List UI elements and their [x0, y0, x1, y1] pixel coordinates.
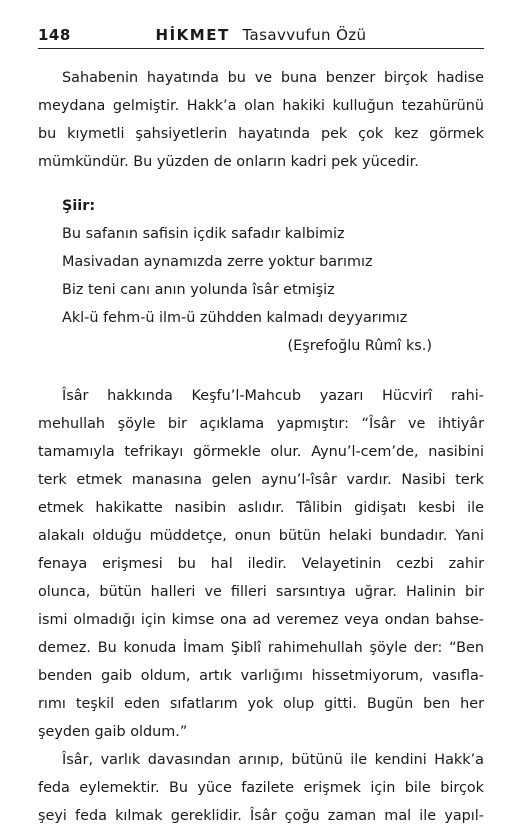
text-line: Îsâr, varlık davasından arınıp, bütünü ile kendini Hakk’a [62, 752, 484, 768]
text-line: mehullah şöyle bir açıklama yapmıştır: “Îsâr ve ihtiyâr [38, 416, 484, 432]
text-line: fenaya erişmesi bu hal iledir. Velayetinin cezbi zahir [38, 556, 484, 572]
poem-block [62, 192, 484, 360]
text-line: olunca, bütün halleri ve filleri sarsıntıya uğrar. Halinin bir [38, 584, 484, 600]
text-line: benden gaib oldum, artık varlığımı hissetmiyorum, vasıfla- [38, 668, 484, 684]
text-line: mümkündür. Bu yüzden de onların kadri pek yücedir. [38, 154, 419, 170]
paragraph-2 [38, 382, 484, 746]
text-line: terk etmek manasına gelen aynu’l-îsâr vardır. Nasibi terk [38, 472, 484, 488]
text-line: rımı teşkil eden sıfatlarım yok olup gitti. Bugün ben her [38, 696, 484, 712]
poem-attribution: (Eşrefoğlu Rûmî ks.) [287, 338, 432, 354]
text-line: Sahabenin hayatında bu ve buna benzer birçok hadise [62, 70, 484, 86]
poem-line: Biz teni canı anın yolunda îsâr etmişiz [62, 282, 335, 298]
text-line: bu kıymetli şahsiyetlerin hayatında pek çok kez görmek [38, 126, 484, 142]
section-title: Tasavvufun Özü [242, 26, 367, 44]
text-line: demez. Bu konuda İmam Şiblî rahimehullah şöyle der: “Ben [38, 640, 484, 656]
paragraph-1 [38, 64, 484, 176]
poem-line: Akl-ü fehm-ü ilm-ü zühdden kalmadı deyyarımız [62, 310, 408, 326]
page-number: 148 [38, 26, 71, 44]
text-line: ismi olmadığı için kimse ona ad veremez veya ondan bahse- [38, 612, 484, 628]
text-line: alakalı olduğu müddetçe, onun bütün helaki bundadır. Yani [38, 528, 484, 544]
page-body [38, 64, 484, 830]
text-line: şeyden gaib oldum.” [38, 724, 188, 740]
text-line: şeyi feda kılmak gereklidir. Îsâr çoğu zaman mal ile yapıl- [38, 808, 484, 824]
poem-line: Masivadan aynamızda zerre yoktur barımız [62, 254, 373, 270]
text-line: tamamıyla tefrikayı görmekle olur. Aynu’l-cem’de, nasibini [38, 444, 484, 460]
text-line: Îsâr hakkında Keşfu’l-Mahcub yazarı Hücvirî rahi- [62, 388, 484, 404]
page-header [38, 26, 484, 49]
poem-title: Şiir: [62, 198, 96, 214]
text-line: etmek hakikatte nasibin aslıdır. Tâlibin gidişatı kesbi ile [38, 500, 484, 516]
poem-line: Bu safanın safisin içdik safadır kalbimiz [62, 226, 345, 242]
book-brand: HİKMET [155, 26, 230, 44]
text-line: feda eylemektir. Bu yüce fazilete erişmek için bile birçok [38, 780, 484, 796]
paragraph-3 [38, 746, 484, 830]
running-head [38, 26, 484, 44]
text-line: meydana gelmiştir. Hakk’a olan hakiki kulluğun tezahürünü [38, 98, 484, 114]
